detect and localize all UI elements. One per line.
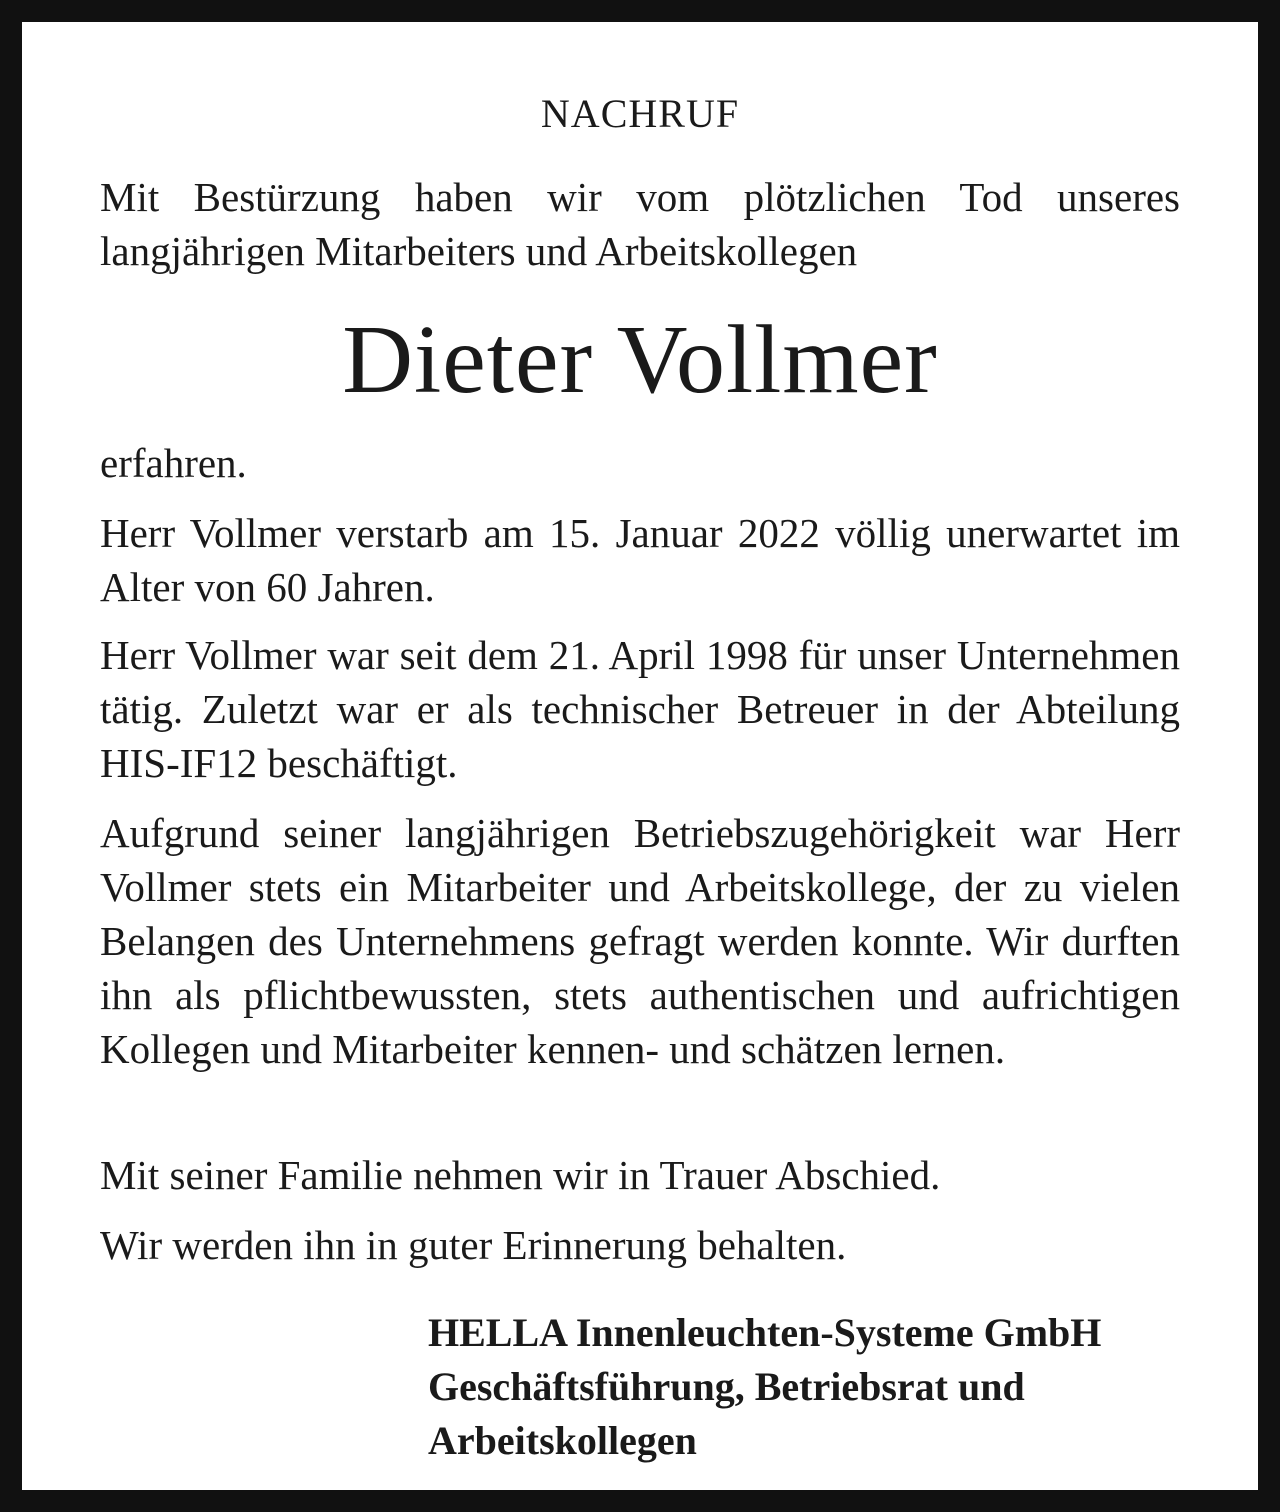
paragraph-career: Herr Vollmer war seit dem 21. April 1998 für unser Unternehmen tätig. Zuletzt war er als technischer Betreuer in der Abteilung HIS-IF12 beschäftigt. [100,632,1180,786]
paragraph-farewell: Mit seiner Familie nehmen wir in Trauer Abschied. [100,1152,941,1198]
deceased-name: Dieter Vollmer [342,306,938,414]
paragraph-tribute: Aufgrund seiner langjährigen Betriebszugehörigkeit war Herr Vollmer stets ein Mitarbeiter und Arbeitskollege, der zu vielen Belangen des Unternehmens gefragt werden konnte. Wir durften ihn als pflichtbewussten, stets authentischen und aufrichtigen Kollegen und Mitarbeiter kennen- und schätzen lernen. [100,810,1180,1072]
signature-company: HELLA Innenleuchten-Systeme GmbH [428,1310,1102,1355]
signature-block [428,1306,1101,1468]
intro-text: Mit Bestürzung haben wir vom plötzlichen Tod unseres langjährigen Mitarbeiters und Arbeitskollegen [100,174,1180,274]
paragraph-memory: Wir werden ihn in guter Erinnerung behalten. [100,1222,847,1268]
paragraph-erfahren: erfahren. [100,440,247,486]
paragraph-death-date: Herr Vollmer verstarb am 15. Januar 2022 völlig unerwartet im Alter von 60 Jahren. [100,510,1180,610]
signature-line-3: Arbeitskollegen [428,1418,697,1463]
signature-line-2: Geschäftsführung, Betriebsrat und [428,1364,1025,1409]
notice-heading: NACHRUF [540,91,740,136]
